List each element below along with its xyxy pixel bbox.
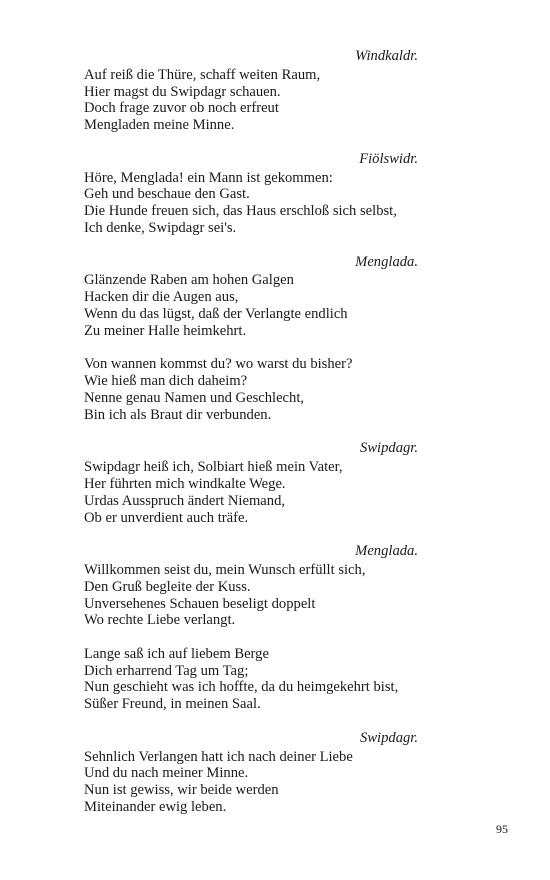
verse-line: Her führten mich windkalte Wege. [84, 475, 286, 492]
speaker-name: Menglada. [355, 543, 418, 560]
stanza-menglada-3 [84, 543, 464, 629]
stanza-menglada-1 [84, 254, 464, 340]
verse-line: Miteinander ewig leben. [84, 799, 227, 816]
verse-line: Nun geschieht was ich hoffte, da du heimgekehrt bist, [84, 679, 399, 696]
verse-line: Hacken dir die Augen aus, [84, 289, 239, 306]
verse-line: Süßer Freund, in meinen Saal. [84, 696, 261, 713]
verse-line: Dich erharrend Tag um Tag; [84, 662, 249, 679]
verse-line: Urdas Ausspruch ändert Niemand, [84, 492, 286, 509]
verse-line: Ob er unverdient auch träfe. [84, 509, 249, 526]
verse-line: Nun ist gewiss, wir beide werden [84, 782, 279, 799]
stanza-swipdagr-1 [84, 440, 464, 526]
verse-line: Die Hunde freuen sich, das Haus erschloß sich selbst, [84, 203, 397, 220]
verse-line: Willkommen seist du, mein Wunsch erfüllt sich, [84, 561, 366, 578]
verse-line: Und du nach meiner Minne. [84, 765, 249, 782]
verse-line: Ich denke, Swipdagr sei's. [84, 219, 237, 236]
speaker-name: Windkaldr. [355, 48, 418, 64]
verse-line: Sehnlich Verlangen hatt ich nach deiner Liebe [84, 748, 353, 765]
stanza-fiolswidr [84, 151, 464, 237]
verse-line: Wie hieß man dich daheim? [84, 373, 248, 390]
stanza-menglada-2 [84, 356, 464, 423]
verse-line: Auf reiß die Thüre, schaff weiten Raum, [84, 66, 321, 83]
verse-line: Lange saß ich auf liebem Berge [84, 645, 269, 662]
verse-line: Den Gruß begleite der Kuss. [84, 578, 251, 595]
speaker-name: Swipdagr. [360, 440, 418, 457]
verse-line: Nenne genau Namen und Geschlecht, [84, 389, 305, 406]
verse-line: Höre, Menglada! ein Mann ist gekommen: [84, 169, 333, 186]
verse-line: Hier magst du Swipdagr schauen. [84, 83, 281, 100]
verse-line: Zu meiner Halle heimkehrt. [84, 322, 247, 339]
verse-line: Bin ich als Braut dir verbunden. [84, 406, 272, 423]
speaker-name: Fiölswidr. [359, 150, 418, 167]
stanza-swipdagr-2 [84, 730, 464, 816]
speaker-name: Menglada. [355, 253, 418, 270]
page-number: 95 [496, 822, 508, 836]
verse-line: Swipdagr heiß ich, Solbiart hieß mein Vater, [84, 459, 343, 476]
verse-line: Wo rechte Liebe verlangt. [84, 612, 236, 629]
verse-line: Wenn du das lügst, daß der Verlangte endlich [84, 305, 348, 322]
verse-line: Unversehenes Schauen beseligt doppelt [84, 595, 316, 612]
verse-line: Doch frage zuvor ob noch erfreut [84, 100, 279, 117]
verse-line: Von wannen kommst du? wo warst du bisher? [84, 356, 353, 373]
verse-line: Geh und beschaue den Gast. [84, 186, 250, 203]
stanza-menglada-4 [84, 646, 464, 713]
verse-line: Mengladen meine Minne. [84, 117, 235, 134]
verse-line: Glänzende Raben am hohen Galgen [84, 272, 294, 289]
speaker-name: Swipdagr. [360, 729, 418, 746]
poem-body [84, 48, 464, 833]
stanza-windkaldr-1 [84, 48, 464, 134]
